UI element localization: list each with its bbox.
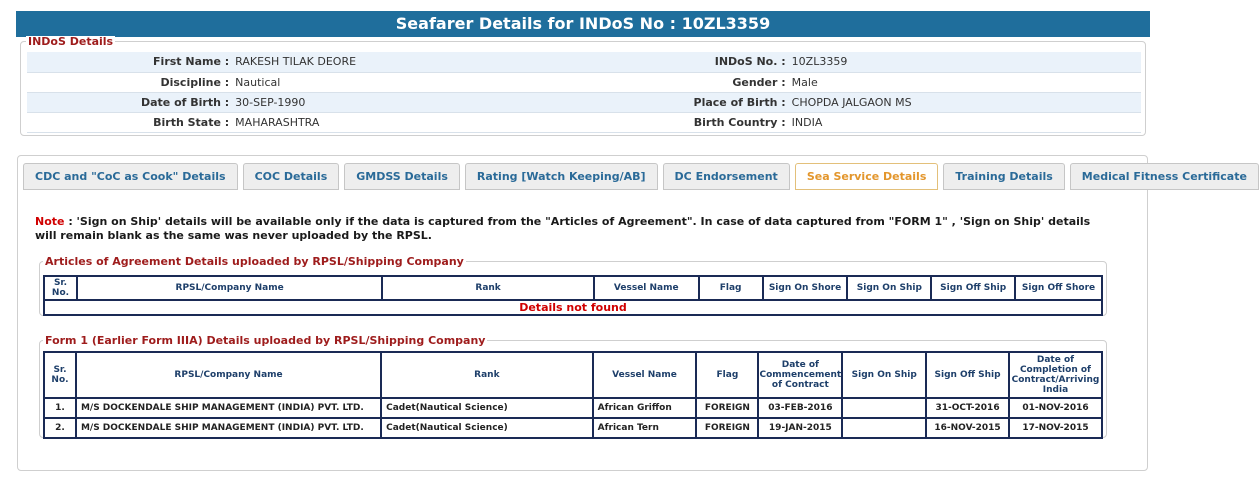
column-header-sign-off-ship: Sign Off Ship bbox=[926, 352, 1009, 398]
column-header-sign-off-shore: Sign Off Shore bbox=[1015, 276, 1102, 300]
table-row bbox=[44, 418, 1102, 438]
articles-of-agreement-table bbox=[43, 275, 1103, 316]
cell-sr-no: 2. bbox=[44, 418, 76, 438]
cell-sign-on-ship bbox=[842, 398, 926, 418]
first-name-label: First Name : bbox=[27, 52, 232, 72]
cell-commencement: 03-FEB-2016 bbox=[758, 398, 842, 418]
cell-vessel: African Griffon bbox=[593, 398, 697, 418]
cell-completion: 17-NOV-2015 bbox=[1009, 418, 1102, 438]
info-row bbox=[27, 112, 1141, 132]
column-header-sign-off-ship: Sign Off Ship bbox=[931, 276, 1015, 300]
cell-sr-no: 1. bbox=[44, 398, 76, 418]
cell-commencement: 19-JAN-2015 bbox=[758, 418, 842, 438]
column-header-flag: Flag bbox=[699, 276, 763, 300]
column-header-company: RPSL/Company Name bbox=[76, 352, 381, 398]
note-label: Note bbox=[35, 215, 65, 228]
column-header-sr-no: Sr. No. bbox=[44, 276, 77, 300]
form1-section bbox=[39, 334, 1107, 438]
place-of-birth-label: Place of Birth : bbox=[584, 92, 788, 112]
tab-bar bbox=[23, 163, 1259, 190]
tab-sea-service-details[interactable]: Sea Service Details bbox=[795, 163, 939, 190]
column-header-rank: Rank bbox=[382, 276, 594, 300]
column-header-commencement: Date of Commencement of Contract bbox=[758, 352, 842, 398]
first-name-value: RAKESH TILAK DEORE bbox=[232, 52, 584, 72]
column-header-sign-on-ship: Sign On Ship bbox=[842, 352, 926, 398]
indos-details-legend: INDoS Details bbox=[28, 35, 114, 48]
cell-sign-on-ship bbox=[842, 418, 926, 438]
articles-of-agreement-legend: Articles of Agreement Details uploaded by RPSL/Shipping Company bbox=[45, 255, 464, 268]
birth-state-value: MAHARASHTRA bbox=[232, 112, 584, 132]
tab-coc-details[interactable]: COC Details bbox=[243, 163, 340, 190]
column-header-sign-on-shore: Sign On Shore bbox=[763, 276, 848, 300]
form1-legend: Form 1 (Earlier Form IIIA) Details uploaded by RPSL/Shipping Company bbox=[45, 334, 486, 347]
gender-label: Gender : bbox=[584, 72, 788, 92]
column-header-completion: Date of Completion of Contract/Arriving India bbox=[1009, 352, 1102, 398]
tab-dc-endorsement[interactable]: DC Endorsement bbox=[663, 163, 790, 190]
note-text: : 'Sign on Ship' details will be available only if the data is captured from the "Articles of Agreement". In case of data captured from "FORM 1" , 'Sign on Ship' details will remain blank as the same was never uploaded by the RPSL. bbox=[35, 215, 1091, 242]
cell-flag: FOREIGN bbox=[696, 398, 758, 418]
cell-rank: Cadet(Nautical Science) bbox=[381, 398, 593, 418]
birth-country-label: Birth Country : bbox=[584, 112, 788, 132]
table-row bbox=[44, 398, 1102, 418]
birth-country-value: INDIA bbox=[789, 112, 1141, 132]
column-header-sr-no: Sr. No. bbox=[44, 352, 76, 398]
column-header-vessel: Vessel Name bbox=[594, 276, 699, 300]
cell-company: M/S DOCKENDALE SHIP MANAGEMENT (INDIA) PVT. LTD. bbox=[76, 398, 381, 418]
table-header-row bbox=[44, 352, 1102, 398]
cell-flag: FOREIGN bbox=[696, 418, 758, 438]
tab-gmdss-details[interactable]: GMDSS Details bbox=[344, 163, 460, 190]
dob-value: 30-SEP-1990 bbox=[232, 92, 584, 112]
form1-table bbox=[43, 351, 1103, 439]
details-panel bbox=[17, 155, 1247, 471]
indos-no-value: 10ZL3359 bbox=[789, 52, 1141, 72]
tab-cdc-details[interactable]: CDC and "CoC as Cook" Details bbox=[23, 163, 238, 190]
indos-details-table bbox=[27, 52, 1141, 133]
table-header-row bbox=[44, 276, 1102, 300]
column-header-rank: Rank bbox=[381, 352, 593, 398]
info-row bbox=[27, 92, 1141, 112]
column-header-vessel: Vessel Name bbox=[593, 352, 697, 398]
cell-sign-off-ship: 16-NOV-2015 bbox=[926, 418, 1009, 438]
column-header-flag: Flag bbox=[696, 352, 758, 398]
discipline-label: Discipline : bbox=[27, 72, 232, 92]
cell-rank: Cadet(Nautical Science) bbox=[381, 418, 593, 438]
discipline-value: Nautical bbox=[232, 72, 584, 92]
tab-rating[interactable]: Rating [Watch Keeping/AB] bbox=[465, 163, 658, 190]
cell-sign-off-ship: 31-OCT-2016 bbox=[926, 398, 1009, 418]
info-row bbox=[27, 52, 1141, 72]
cell-vessel: African Tern bbox=[593, 418, 697, 438]
indos-details-section bbox=[20, 35, 1146, 136]
birth-state-label: Birth State : bbox=[27, 112, 232, 132]
tab-training-details[interactable]: Training Details bbox=[943, 163, 1064, 190]
sign-on-ship-note bbox=[35, 215, 1115, 243]
page-title: Seafarer Details for INDoS No : 10ZL3359 bbox=[16, 11, 1150, 37]
column-header-company: RPSL/Company Name bbox=[77, 276, 382, 300]
gender-value: Male bbox=[789, 72, 1141, 92]
articles-of-agreement-section bbox=[39, 255, 1107, 316]
empty-row bbox=[44, 300, 1102, 315]
column-header-sign-on-ship: Sign On Ship bbox=[847, 276, 931, 300]
indos-no-label: INDoS No. : bbox=[584, 52, 788, 72]
info-row bbox=[27, 72, 1141, 92]
cell-completion: 01-NOV-2016 bbox=[1009, 398, 1102, 418]
cell-company: M/S DOCKENDALE SHIP MANAGEMENT (INDIA) PVT. LTD. bbox=[76, 418, 381, 438]
dob-label: Date of Birth : bbox=[27, 92, 232, 112]
tab-medical-fitness-certificate[interactable]: Medical Fitness Certificate bbox=[1070, 163, 1259, 190]
details-not-found-message: Details not found bbox=[44, 300, 1102, 315]
place-of-birth-value: CHOPDA JALGAON MS bbox=[789, 92, 1141, 112]
